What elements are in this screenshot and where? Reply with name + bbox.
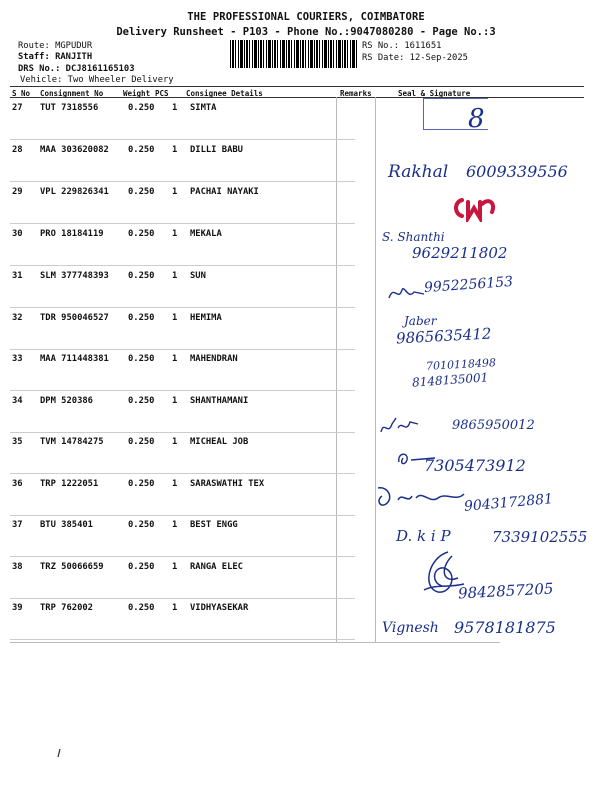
signature-32-phone: 9865635412 [395,324,492,348]
row-sno: 37 [12,520,23,530]
row-consignment: MAA 711448381 [40,354,109,364]
signature-28-phone: 6009339556 [466,162,568,181]
row-divider [10,307,355,308]
company-title: THE PROFESSIONAL COURIERS, COIMBATORE [187,11,425,23]
signature-33-phone-1: 7010118498 [425,356,497,373]
row-divider [10,265,355,266]
col-sno-header: S No [12,89,31,98]
row-consignee: PACHAI NAYAKI [190,187,259,197]
col-weight-header: Weight [123,89,151,98]
col-pcs-header: PCS [155,89,169,98]
row-divider [10,390,355,391]
col-consignment-header: Consignment No [40,89,104,98]
table-bottom-rule [10,642,500,643]
row-weight: 0.250 [128,562,155,572]
row-pcs: 1 [172,103,178,113]
row-weight: 0.250 [128,437,155,447]
row-pcs: 1 [172,229,178,239]
col-seal-header: Seal & Signature [398,89,471,98]
signature-39-phone: 9578181875 [454,618,556,637]
table-row [0,103,600,145]
row-weight: 0.250 [128,520,155,530]
signature-31-phone: 9952256153 [423,273,514,297]
vehicle-label: Vehicle: Two Wheeler Delivery [20,75,174,85]
header-top-rule [10,86,584,87]
scribble-31 [386,282,426,304]
signature-36-phone: 9043172881 [463,491,554,515]
row-weight: 0.250 [128,354,155,364]
staff-label: Staff: RANJITH [18,52,93,62]
row-consignee: MICHEAL JOB [190,437,249,447]
row-consignment: SLM 377748393 [40,271,109,281]
signature-39-name: Vignesh [382,620,439,636]
row-sno: 33 [12,354,23,364]
pen-mark [56,748,62,758]
row-pcs: 1 [172,313,178,323]
table-row [0,187,600,229]
drs-label: DRS No.: DCJ8161165103 [18,64,135,74]
signature-32-name: Jaber [404,314,437,328]
row-weight: 0.250 [128,313,155,323]
row-consignee: SARASWATHI TEX [190,479,265,489]
row-weight: 0.250 [128,145,155,155]
row-pcs: 1 [172,187,178,197]
signature-33-phone-2: 8148135001 [411,370,489,390]
signature-35-phone: 7305473912 [424,456,526,475]
col-remarks-header: Remarks [340,89,372,98]
row-sno: 34 [12,396,23,406]
row-consignee: RANGA ELEC [190,562,243,572]
row-consignee: BEST ENGG [190,520,238,530]
scribble-34 [378,414,420,438]
row-consignment: MAA 303620082 [40,145,109,155]
row-sno: 30 [12,229,23,239]
row-divider [10,515,355,516]
row-weight: 0.250 [128,187,155,197]
row-pcs: 1 [172,520,178,530]
signature-38-phone: 9842857205 [457,579,554,603]
signature-34-phone: 9865950012 [452,418,535,433]
row-weight: 0.250 [128,603,155,613]
row-consignment: PRO 18184119 [40,229,104,239]
rs-date-label: RS Date: 12-Sep-2025 [362,53,468,63]
row-divider [10,349,355,350]
row-consignee: SUN [190,271,206,281]
route-label: Route: MGPUDUR [18,41,93,51]
barcode [230,40,358,68]
row-sno: 27 [12,103,23,113]
row-consignment: TRP 762002 [40,603,93,613]
row-consignee: DILLI BABU [190,145,243,155]
row-divider [10,181,355,182]
row-divider [10,432,355,433]
row-pcs: 1 [172,271,178,281]
row-divider [10,473,355,474]
row-consignment: VPL 229826341 [40,187,109,197]
row-sno: 39 [12,603,23,613]
row-consignment: TDR 950046527 [40,313,109,323]
col-consignee-header: Consignee Details [186,89,263,98]
row-consignment: TVM 14784275 [40,437,104,447]
table-row [0,354,600,396]
signature-37-phone: 7339102555 [492,528,588,546]
row-sno: 32 [12,313,23,323]
row-consignment: TUT 7318556 [40,103,99,113]
row-pcs: 1 [172,354,178,364]
row-pcs: 1 [172,396,178,406]
row-pcs: 1 [172,437,178,447]
row-divider [10,639,355,640]
signature-30-phone: 9629211802 [412,244,508,262]
row-sno: 31 [12,271,23,281]
signature-28-name: Rakhal [388,162,449,182]
row-pcs: 1 [172,145,178,155]
row-sno: 35 [12,437,23,447]
row-pcs: 1 [172,562,178,572]
row-pcs: 1 [172,603,178,613]
row-divider [10,556,355,557]
row-sno: 38 [12,562,23,572]
row-divider [10,139,355,140]
row-consignment: TRP 1222051 [40,479,99,489]
row-consignee: SIMTA [190,103,217,113]
row-consignment: TRZ 50066659 [40,562,104,572]
row-divider [10,598,355,599]
table-row [0,229,600,271]
row-consignee: SHANTHAMANI [190,396,249,406]
signature-30-name: S. Shanthi [382,230,445,244]
rs-no-label: RS No.: 1611651 [362,41,442,51]
scribble-36 [372,482,468,512]
row-consignment: DPM 520386 [40,396,93,406]
row-sno: 29 [12,187,23,197]
row-divider [10,223,355,224]
row-weight: 0.250 [128,479,155,489]
row-consignee: HEMIMA [190,313,222,323]
row-weight: 0.250 [128,271,155,281]
row-consignment: BTU 385401 [40,520,93,530]
row-weight: 0.250 [128,396,155,406]
header-bottom-rule [10,97,584,98]
row-weight: 0.250 [128,103,155,113]
red-signature-29 [452,194,498,222]
runsheet-subtitle: Delivery Runsheet - P103 - Phone No.:9047080280 - Page No.:3 [116,26,496,38]
row-sno: 28 [12,145,23,155]
table-row [0,313,600,355]
signature-27: 8 [468,104,485,134]
row-consignee: MEKALA [190,229,222,239]
signature-37-name: D. k i P [396,527,451,545]
row-pcs: 1 [172,479,178,489]
row-weight: 0.250 [128,229,155,239]
row-sno: 36 [12,479,23,489]
row-consignee: MAHENDRAN [190,354,238,364]
row-consignee: VIDHYASEKAR [190,603,249,613]
